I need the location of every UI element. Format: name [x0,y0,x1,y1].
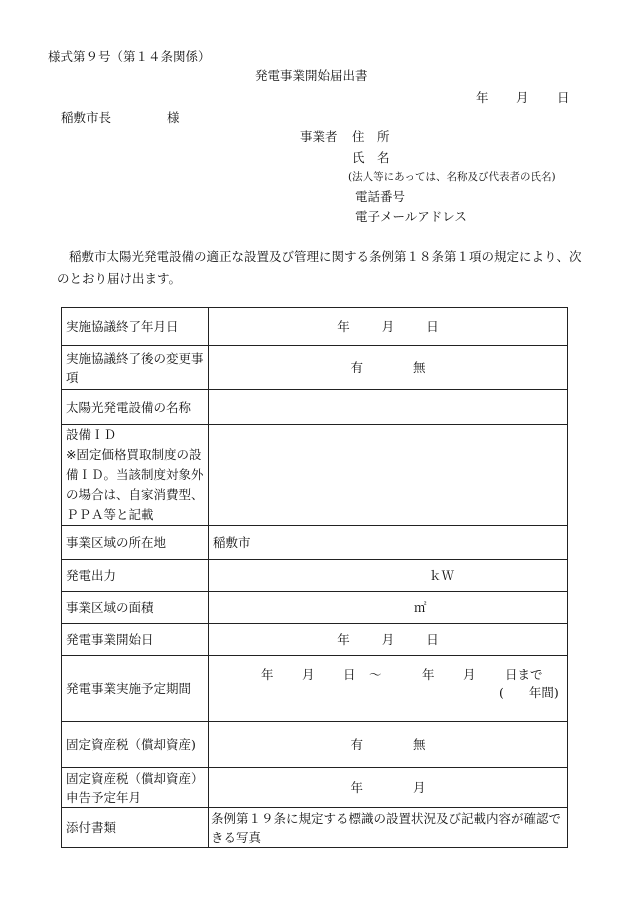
date-year: 年 [476,90,489,105]
end-month-unit: 月 [463,666,476,682]
date-day: 日 [557,90,570,105]
month-unit: 月 [381,319,395,334]
property-tax-field[interactable] [209,722,568,768]
row-label: 設備ＩＤ ※固定価格買取制度の設備ＩＤ。当該制度対象外の場合は、自家消費型、ＰＰＡ等と記載 [62,425,209,526]
row-label: 発電事業実施予定期間 [62,656,209,722]
table-row-location [62,526,568,560]
start-day-unit: 日 [343,666,356,682]
day-unit: 日 [426,632,439,647]
tax-filing-field[interactable] [209,768,568,808]
table-row-start-date [62,624,568,656]
table-row-changes [62,346,568,390]
years-count: ( 年間) [499,684,559,700]
option-yes[interactable]: 有 [350,737,363,752]
table-row-facility-id [62,425,568,526]
start-date-field[interactable] [209,624,568,656]
row-label: 添付書類 [62,808,209,848]
facility-id-field[interactable] [209,425,568,526]
table-row-output [62,560,568,592]
row-label: 実施協議終了年月日 [62,308,209,346]
period-field[interactable] [209,656,568,722]
table-row-facility-name [62,390,568,425]
start-year-unit: 年 [261,666,274,682]
facility-name-field[interactable] [209,390,568,425]
location-field[interactable] [209,526,568,560]
addressee-name: 稲敷市長 [61,110,112,125]
email-label: 電子メールアドレス [355,209,467,224]
location-prefix: 稲敷市 [213,535,251,550]
addressee-honorific: 様 [167,110,180,125]
address-label: 住 所 [352,129,390,144]
sqm-unit: ㎡ [414,600,427,615]
body-text: 稲敷市太陽光発電設備の適正な設置及び管理に関する条例第１８条第１項の規定により、次のとおり届け出ます。 [57,249,582,286]
table-row-agreement-end-date [62,308,568,346]
table-row-tax-filing [62,768,568,808]
row-label: 実施協議終了後の変更事項 [62,346,209,390]
table-row-area [62,592,568,624]
tilde-separator: ～ [369,666,382,682]
output-field[interactable] [209,560,568,592]
area-field[interactable] [209,592,568,624]
row-label: 発電出力 [62,560,209,592]
row-label: 事業区域の面積 [62,592,209,624]
form-number: 様式第９号（第１４条関係） [48,49,211,64]
option-no[interactable]: 無 [413,737,426,752]
row-label: 固定資産税（償却資産）申告予定年月 [62,768,209,808]
document-title: 発電事業開始届出書 [255,68,368,83]
attachments-field: 条例第１９条に規定する標識の設置状況及び記載内容が確認できる写真 [209,808,568,848]
row-label: 事業区域の所在地 [62,526,209,560]
table-row-property-tax [62,722,568,768]
year-unit: 年 [337,319,350,334]
kw-unit: ｋＷ [429,568,455,583]
option-no[interactable]: 無 [413,360,426,375]
agreement-end-date-field[interactable] [209,308,568,346]
row-label: 太陽光発電設備の名称 [62,390,209,425]
form-table [61,307,568,848]
month-unit: 月 [413,780,426,795]
row-label: 固定資産税（償却資産) [62,722,209,768]
month-unit: 月 [381,632,395,647]
year-unit: 年 [337,632,350,647]
end-year-unit: 年 [422,666,435,682]
changes-field[interactable] [209,346,568,390]
applicant-label: 事業者 [300,129,338,144]
table-row-period [62,656,568,722]
phone-label: 電話番号 [355,189,406,204]
name-note: (法人等にあっては、名称及び代表者の氏名) [348,171,556,183]
option-yes[interactable]: 有 [350,360,363,375]
table-row-attachments [62,808,568,848]
day-unit: 日 [426,319,439,334]
row-label: 発電事業開始日 [62,624,209,656]
start-month-unit: 月 [302,666,315,682]
name-label: 氏 名 [352,150,390,165]
date-month: 月 [516,90,529,105]
end-day-unit: 日まで [505,666,543,682]
year-unit: 年 [350,780,363,795]
